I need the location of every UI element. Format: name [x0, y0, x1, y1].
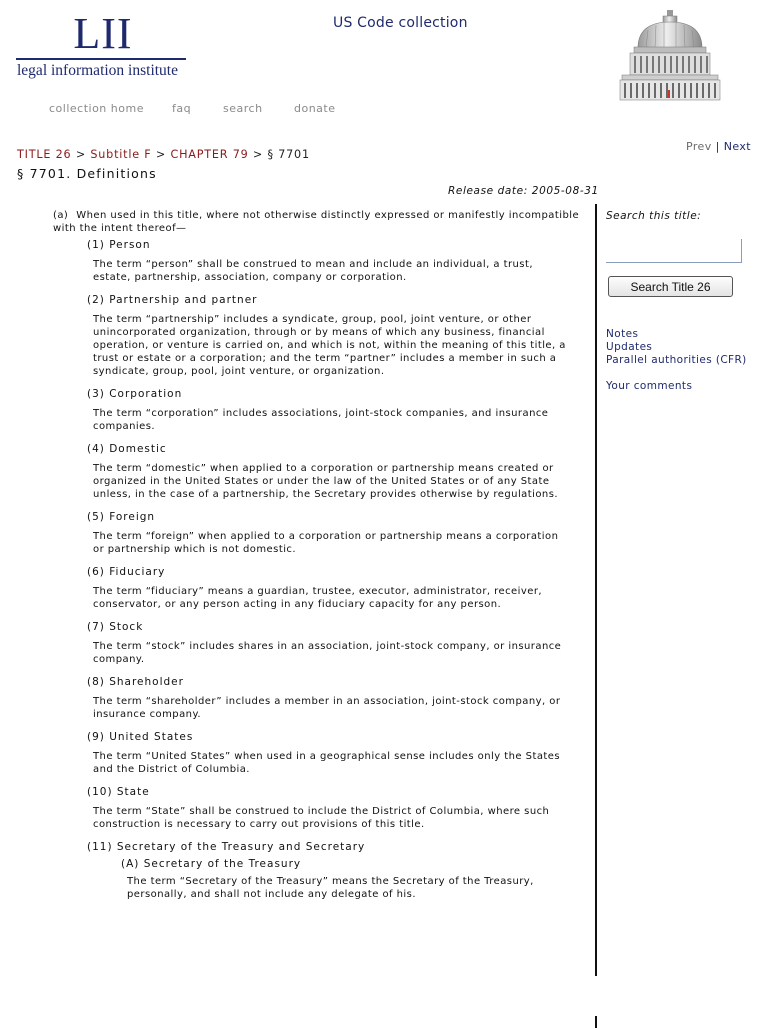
definition-item [87, 388, 583, 433]
next-link[interactable]: Next [723, 140, 751, 153]
search-title-input[interactable] [606, 239, 742, 263]
sidebar-link-notes[interactable]: Notes [606, 328, 639, 340]
definition-text: The term “shareholder” includes a member in an association, joint-stock company, or insurance company. [93, 696, 561, 720]
definition-text: The term “corporation” includes associations, joint-stock companies, and insurance companies. [93, 408, 549, 432]
release-date: Release date: 2005-08-31 [448, 185, 599, 197]
definition-item [87, 294, 583, 378]
sidebar-link-parallel-authorities[interactable]: Parallel authorities (CFR) [606, 354, 747, 366]
intro-text: When used in this title, where not otherwise distinctly expressed or manifestly incompatible with the intent thereof— [53, 210, 580, 234]
definition-item [87, 841, 583, 901]
nav-collection-home[interactable]: collection home [49, 102, 144, 115]
definition-heading: (9) United States [87, 731, 194, 743]
definition-item [87, 786, 583, 831]
definition-heading: (10) State [87, 786, 150, 798]
nav-faq[interactable]: faq [172, 102, 192, 115]
prev-link[interactable]: Prev [686, 140, 712, 153]
sidebar-link-updates[interactable]: Updates [606, 341, 653, 353]
subsection-label: (a) [53, 210, 69, 221]
page-title: § 7701. Definitions [17, 166, 157, 181]
definition-item [87, 511, 583, 556]
definition-heading: (1) Person [87, 239, 151, 251]
sub-definition-item [121, 858, 583, 901]
definition-text: The term “fiduciary” means a guardian, trustee, executor, administrator, receiver, conservator, or any person acting in any fiduciary capacity for any person. [93, 586, 543, 610]
search-title-button[interactable]: Search Title 26 [608, 276, 733, 297]
breadcrumb-title[interactable]: TITLE 26 [17, 148, 72, 161]
definition-heading: (6) Fiduciary [87, 566, 166, 578]
collection-title: US Code collection [333, 15, 468, 31]
breadcrumb-sep: > [155, 148, 167, 161]
capitol-dome-icon [618, 10, 722, 102]
definition-heading: (8) Shareholder [87, 676, 184, 688]
sub-definition-heading: (A) Secretary of the Treasury [121, 858, 302, 870]
nav-search[interactable]: search [223, 102, 263, 115]
definition-text: The term “domestic” when applied to a corporation or partnership means created or organized in the United States or under the law of the United States or of any State unless, in the case of a partnership, the Secretary provides otherwise by regulations. [93, 463, 558, 500]
definition-item [87, 443, 583, 501]
definition-heading: (2) Partnership and partner [87, 294, 258, 306]
search-title-label: Search this title: [606, 210, 702, 222]
column-divider [595, 1016, 597, 1028]
definition-heading: (5) Foreign [87, 511, 156, 523]
breadcrumb-chapter[interactable]: CHAPTER 79 [170, 148, 249, 161]
definition-text: The term “State” shall be construed to include the District of Columbia, where such construction is necessary to carry out provisions of this title. [93, 806, 550, 830]
sidebar-link-comments[interactable]: Your comments [606, 380, 693, 392]
breadcrumb [17, 148, 310, 161]
breadcrumb-sep: > [252, 148, 264, 161]
breadcrumb-section: § 7701 [267, 148, 310, 161]
sub-definition-text: The term “Secretary of the Treasury” means the Secretary of the Treasury, personally, and shall not include any delegate of his. [127, 876, 534, 900]
nav-donate[interactable]: donate [294, 102, 336, 115]
pager-separator: | [715, 140, 720, 153]
definition-item [87, 621, 583, 666]
pager [686, 140, 751, 153]
logo-subtitle[interactable]: legal information institute [17, 62, 178, 79]
intro-paragraph [53, 209, 583, 235]
sidebar-links [606, 328, 747, 393]
definition-text: The term “stock” includes shares in an association, joint-stock company, or insurance company. [93, 641, 562, 665]
definition-item [87, 239, 583, 284]
definition-heading: (4) Domestic [87, 443, 167, 455]
logo-rule [16, 58, 186, 60]
definition-text: The term “partnership” includes a syndicate, group, pool, joint venture, or other unincorporated organization, through or by means of which any business, financial operation, or venture is carried on, and which is not, within the meaning of this title, a trust or estate or a corporation; and the term “partner” includes a member in such a syndicate, group, pool, joint venture, or organization. [93, 314, 566, 377]
breadcrumb-sep: > [75, 148, 87, 161]
definition-item [87, 676, 583, 721]
definition-heading: (11) Secretary of the Treasury and Secretary [87, 841, 366, 853]
column-divider [595, 204, 597, 976]
definition-item [87, 566, 583, 611]
spacer [606, 367, 747, 380]
breadcrumb-subtitle[interactable]: Subtitle F [90, 148, 152, 161]
lii-logo[interactable]: LII [73, 9, 133, 58]
definition-text: The term “foreign” when applied to a corporation or partnership means a corporation or partnership which is not domestic. [93, 531, 559, 555]
definition-text: The term “United States” when used in a geographical sense includes only the States and the District of Columbia. [93, 751, 561, 775]
definition-text: The term “person” shall be construed to mean and include an individual, a trust, estate, partnership, association, company or corporation. [93, 259, 533, 283]
definition-heading: (7) Stock [87, 621, 144, 633]
definition-item [87, 731, 583, 776]
definition-heading: (3) Corporation [87, 388, 183, 400]
section-body [53, 209, 583, 901]
